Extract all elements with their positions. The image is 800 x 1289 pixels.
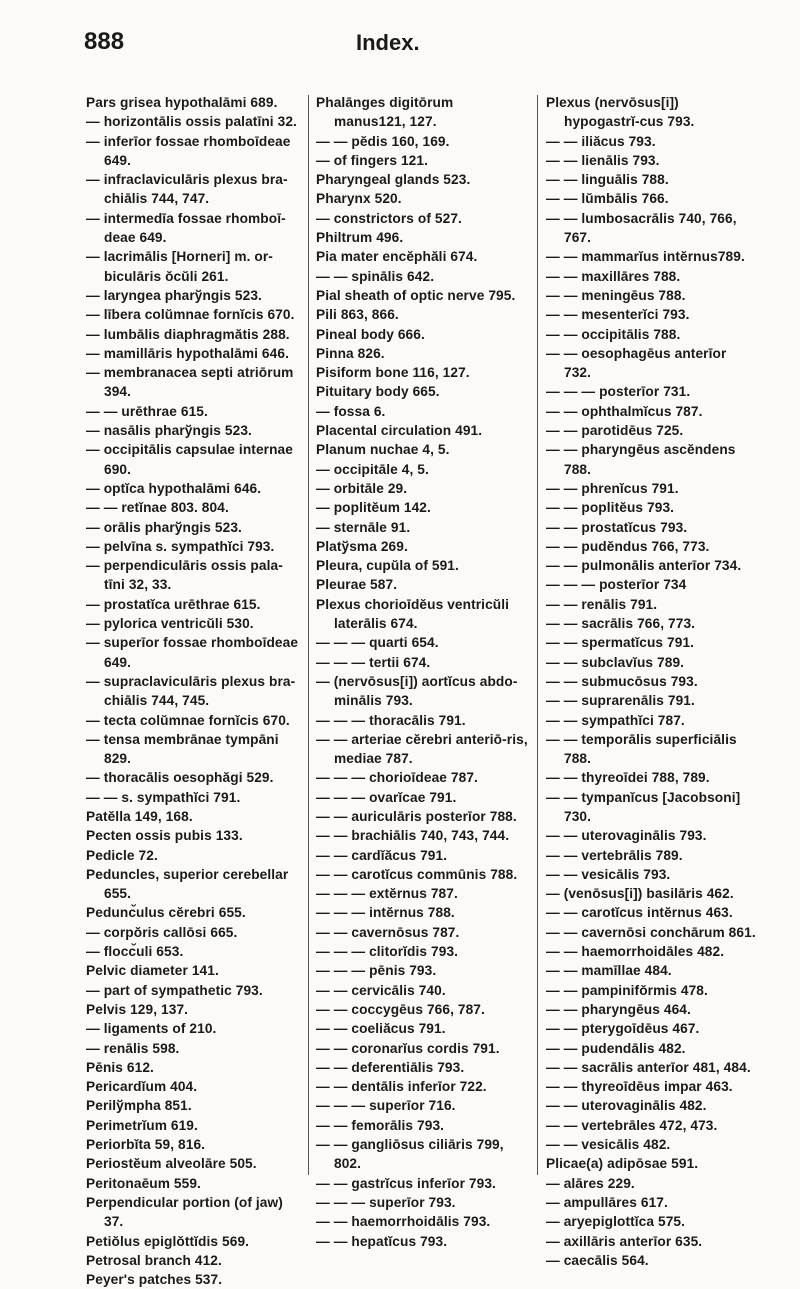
index-entry: — thoracālis oesophăgi 529. (86, 770, 274, 786)
index-entry: — supraclaviculāris plexus bra-chiālis 744, 745. (86, 673, 296, 709)
index-entry: Plexus chorioīdĕus ventricŭli laterālis 674. (316, 596, 510, 632)
index-entry: — — ophthalmĭcus 787. (546, 403, 703, 419)
index-entry: — infraclaviculāris plexus bra-chiālis 744, 747. (86, 172, 288, 207)
index-entry: Phalānges digitōrum manus121, 127. (316, 95, 454, 130)
index-entry: — — cardĭăcus 791. (316, 847, 448, 863)
index-entry: — laryngea pharўngis 523. (86, 287, 262, 303)
index-entry: — — lienālis 793. (546, 152, 660, 168)
index-entry: Pelvic diameter 141. (86, 963, 219, 979)
index-entry: — — pharyngēus 464. (546, 1001, 691, 1017)
index-entry: — (venōsus[i]) basilāris 462. (546, 886, 734, 902)
index-entry: Perpendicular portion (of jaw) 37. (86, 1194, 283, 1230)
index-entry: Pelvis 129, 137. (86, 1001, 189, 1017)
index-entry: Pisiform bone 116, 127. (316, 365, 470, 381)
index-entry: — ligaments of 210. (86, 1021, 217, 1037)
index-entry: Pial sheath of optic nerve 795. (316, 287, 516, 303)
index-entry: — — submucōsus 793. (546, 673, 698, 689)
index-entry: — — lumbosacrālis 740, 766, 767. (546, 210, 737, 246)
index-entry: — — spinālis 642. (316, 268, 435, 284)
index-column-2 (316, 93, 528, 1249)
index-entry: Pia mater encĕphăli 674. (316, 249, 478, 265)
index-entry: — — sacrālis anterīor 481, 484. (546, 1059, 751, 1075)
index-entry: — — urēthrae 615. (86, 403, 208, 419)
index-entry: — poplitĕum 142. (316, 500, 431, 516)
index-entry: — — carotĭcus commūnis 788. (316, 866, 518, 882)
index-entry: Plicae(a) adipōsae 591. (546, 1156, 699, 1172)
index-entry: — — — clitorĭdis 793. (316, 944, 459, 960)
index-entry: — — haemorrhoidālis 793. (316, 1214, 491, 1230)
index-entry: Peritonaēum 559. (86, 1175, 201, 1191)
index-entry: — — subclavĭus 789. (546, 654, 685, 670)
index-entry: Pēnis 612. (86, 1059, 154, 1075)
index-entry: — nasālis pharўngis 523. (86, 423, 252, 439)
index-entry: Pars grisea hypothalāmi 689. (86, 95, 278, 110)
index-entry: — — mesenterĭci 793. (546, 307, 690, 323)
index-entry: — pelvīna s. sympathĭci 793. (86, 538, 275, 554)
index-entry: — — coronarĭus cordis 791. (316, 1040, 500, 1056)
index-entry: — sternāle 91. (316, 519, 411, 535)
index-entry: — corpŏris callōsi 665. (86, 924, 238, 940)
index-entry: — — coccygēus 766, 787. (316, 1001, 485, 1017)
index-entry: — — vesicālis 482. (546, 1137, 671, 1153)
index-entry: — — parotidēus 725. (546, 423, 684, 439)
index-entry: — — oesophagēus anterīor 732. (546, 345, 727, 381)
index-entry: — — uterovaginālis 482. (546, 1098, 707, 1114)
index-entry: — — pĕdis 160, 169. (316, 133, 450, 149)
index-entry: Patĕlla 149, 168. (86, 808, 193, 824)
index-entry: — — brachiālis 740, 743, 744. (316, 828, 510, 844)
index-entry: Petrosal branch 412. (86, 1252, 222, 1268)
index-entry: — — renālis 791. (546, 596, 658, 612)
index-entry: Periostĕum alveolāre 505. (86, 1156, 257, 1172)
index-entry: — orbitāle 29. (316, 480, 408, 496)
index-entry: — superīor fossae rhomboīdeae 649. (86, 635, 299, 670)
index-entry: — — lŭmbālis 766. (546, 191, 669, 207)
index-entry: Pharynx 520. (316, 191, 402, 207)
index-entry: Pecten ossis pubis 133. (86, 828, 243, 844)
index-entry: — — — posterīor 731. (546, 384, 691, 400)
index-entry: — (nervōsus[i]) aortĭcus abdo-minālis 793. (316, 673, 518, 709)
index-entry: — membranacea septi atriōrum 394. (86, 365, 294, 400)
index-entry: — — maxillāres 788. (546, 268, 681, 284)
index-entry: — intermedīa fossae rhomboī-deae 649. (86, 210, 286, 246)
index-entry: — — mamīllae 484. (546, 963, 672, 979)
index-entry: — alāres 229. (546, 1175, 635, 1191)
index-entry: Periorbĭta 59, 816. (86, 1137, 206, 1153)
index-entry: — — suprarenālis 791. (546, 693, 695, 709)
index-entry: — horizontālis ossis palatīni 32. (86, 114, 297, 130)
index-entry: — tecta colŭmnae fornĭcis 670. (86, 712, 290, 728)
index-entry: — inferīor fossae rhomboīdeae 649. (86, 133, 291, 168)
index-entry: Pedicle 72. (86, 847, 158, 863)
running-head: Index. (356, 30, 420, 55)
index-entry: — — prostatĭcus 793. (546, 519, 688, 535)
index-entry: — — deferentiālis 793. (316, 1059, 465, 1075)
index-entry: — occipitāle 4, 5. (316, 461, 429, 477)
index-entry: — — spermatĭcus 791. (546, 635, 695, 651)
index-entry: — ampullāres 617. (546, 1194, 668, 1210)
index-column-3 (546, 93, 756, 1268)
index-entry: — — — tertii 674. (316, 654, 431, 670)
index-entry: Pleurae 587. (316, 577, 398, 593)
index-entry: — — pterygoīdēus 467. (546, 1021, 700, 1037)
index-entry: — caecālis 564. (546, 1252, 649, 1268)
index-entry: Plexus (nervōsus[i]) hypogastrĭ-cus 793. (546, 95, 695, 130)
index-entry: — — s. sympathĭci 791. (86, 789, 241, 805)
index-entry: — — pharyngēus ascĕndens 788. (546, 442, 736, 477)
index-entry: — — — pēnis 793. (316, 963, 437, 979)
index-entry: Pedunc̆ulus cĕrebri 655. (86, 905, 246, 921)
index-entry: — — cavernōsi conchārum 861. (546, 924, 756, 940)
index-entry: — — — thoracālis 791. (316, 712, 466, 728)
index-entry: — mamillāris hypothalāmi 646. (86, 345, 289, 361)
index-entry: Pineal body 666. (316, 326, 425, 342)
index-entry: — — linguālis 788. (546, 172, 669, 188)
index-entry: — — poplitĕus 793. (546, 500, 675, 516)
page-number: 888 (84, 28, 125, 55)
index-entry: — prostatĭca urēthrae 615. (86, 596, 261, 612)
index-entry: — — temporālis superficiālis 788. (546, 731, 737, 767)
index-entry: Pili 863, 866. (316, 307, 399, 323)
index-entry: Philtrum 496. (316, 230, 404, 246)
index-entry: — — sympathĭci 787. (546, 712, 685, 728)
index-entry: — lacrimālis [Horneri] m. or-biculāris ŏcŭli 261. (86, 249, 273, 284)
index-entry: Planum nuchae 4, 5. (316, 442, 450, 458)
index-entry: — — phrenĭcus 791. (546, 480, 679, 496)
index-entry: — — mammarĭus intĕrnus789. (546, 249, 745, 265)
index-entry: Pleura, cupŭla of 591. (316, 558, 459, 574)
index-entry: — part of sympathetic 793. (86, 982, 263, 998)
index-entry: Pharyngeal glands 523. (316, 172, 471, 188)
index-entry: — — haemorrhoidāles 482. (546, 944, 725, 960)
index-entry: — flocc̆uli 653. (86, 944, 184, 960)
page-header (84, 16, 714, 56)
index-entry: — optĭca hypothalāmi 646. (86, 480, 262, 496)
index-entry: — — vertebrāles 472, 473. (546, 1117, 718, 1133)
index-entry: — — uterovaginālis 793. (546, 828, 707, 844)
index-entry: — — thyreoīdei 788, 789. (546, 770, 710, 786)
index-entry: — renālis 598. (86, 1040, 180, 1056)
index-entry: — tensa membrānae tympāni 829. (86, 731, 279, 767)
index-column-1 (86, 93, 300, 1288)
index-entry: — — auriculāris posterīor 788. (316, 808, 517, 824)
index-entry: — of fingers 121. (316, 152, 428, 168)
index-entry: — fossa 6. (316, 403, 386, 419)
index-entry: — — — extĕrnus 787. (316, 886, 458, 902)
index-entry: — — iliăcus 793. (546, 133, 656, 149)
index-entry: — occipitālis capsulae internae 690. (86, 442, 293, 477)
index-entry: — — pulmonālis anterīor 734. (546, 558, 742, 574)
index-entry: — — femorālis 793. (316, 1117, 445, 1133)
index-entry: Pericardĭum 404. (86, 1079, 198, 1095)
index-entry: — — — superīor 716. (316, 1098, 456, 1114)
index-entry: — — pudĕndus 766, 773. (546, 538, 710, 554)
index-entry: — — — intĕrnus 788. (316, 905, 455, 921)
index-entry: — — coeliăcus 791. (316, 1021, 446, 1037)
index-entry: Pituitary body 665. (316, 384, 440, 400)
index-entry: — — cervicālis 740. (316, 982, 446, 998)
index-entry: — — pampinifŏrmis 478. (546, 982, 708, 998)
index-entry: — — gastrĭcus inferīor 793. (316, 1175, 496, 1191)
index-entry: — axillāris anterīor 635. (546, 1233, 703, 1249)
index-entry: Petiŏlus epiglŏttĭdis 569. (86, 1233, 250, 1249)
index-entry: — — — posterīor 734 (546, 577, 687, 593)
index-entry: — — meningēus 788. (546, 287, 686, 303)
index-entry: Perimetrĭum 619. (86, 1117, 198, 1133)
column-divider (537, 95, 538, 1175)
index-entry: Pinna 826. (316, 345, 385, 361)
index-entry: — — arteriae cĕrebri anteriō-ris, mediae 787. (316, 731, 528, 767)
index-entry: — — dentālis inferīor 722. (316, 1079, 487, 1095)
index-entry: — perpendiculāris ossis pala-tīni 32, 33. (86, 558, 283, 593)
index-entry: Perilўmpha 851. (86, 1098, 192, 1114)
index-entry: — — gangliōsus ciliāris 799, 802. (316, 1137, 504, 1172)
index-entry: — — tympanĭcus [Jacobsoni] 730. (546, 789, 741, 824)
index-entry: — — hepatĭcus 793. (316, 1233, 448, 1249)
index-entry: — — retĭnae 803. 804. (86, 500, 229, 516)
index-entry: — — — ovarĭcae 791. (316, 789, 457, 805)
index-entry: — lumbālis diaphragmătis 288. (86, 326, 290, 342)
index-entry: — — occipitālis 788. (546, 326, 681, 342)
index-entry: — — cavernōsus 787. (316, 924, 460, 940)
index-entry: — aryepiglottĭca 575. (546, 1214, 686, 1230)
index-entry: Placental circulation 491. (316, 423, 483, 439)
index-entry: — — vesicālis 793. (546, 866, 671, 882)
index-entry: — — vertebrālis 789. (546, 847, 683, 863)
index-entry: — lībera colŭmnae fornĭcis 670. (86, 307, 295, 323)
index-entry: — — thyreoīdēus impar 463. (546, 1079, 733, 1095)
index-entry: — constrictors of 527. (316, 210, 462, 226)
index-entry: Peduncles, superior cerebellar 655. (86, 866, 289, 902)
index-entry: — — carotĭcus intĕrnus 463. (546, 905, 733, 921)
index-entry: — — — superīor 793. (316, 1194, 456, 1210)
index-entry: — — — quarti 654. (316, 635, 439, 651)
index-entry: — pylorica ventricŭli 530. (86, 616, 254, 632)
index-entry: — — pudendālis 482. (546, 1040, 686, 1056)
column-divider (308, 95, 309, 1175)
index-entry: — orālis pharўngis 523. (86, 519, 242, 535)
index-entry: Peyer's patches 537. (86, 1272, 223, 1288)
index-entry: — — sacrālis 766, 773. (546, 616, 696, 632)
index-entry: Platўsma 269. (316, 538, 408, 554)
index-entry: — — — chorioīdeae 787. (316, 770, 478, 786)
